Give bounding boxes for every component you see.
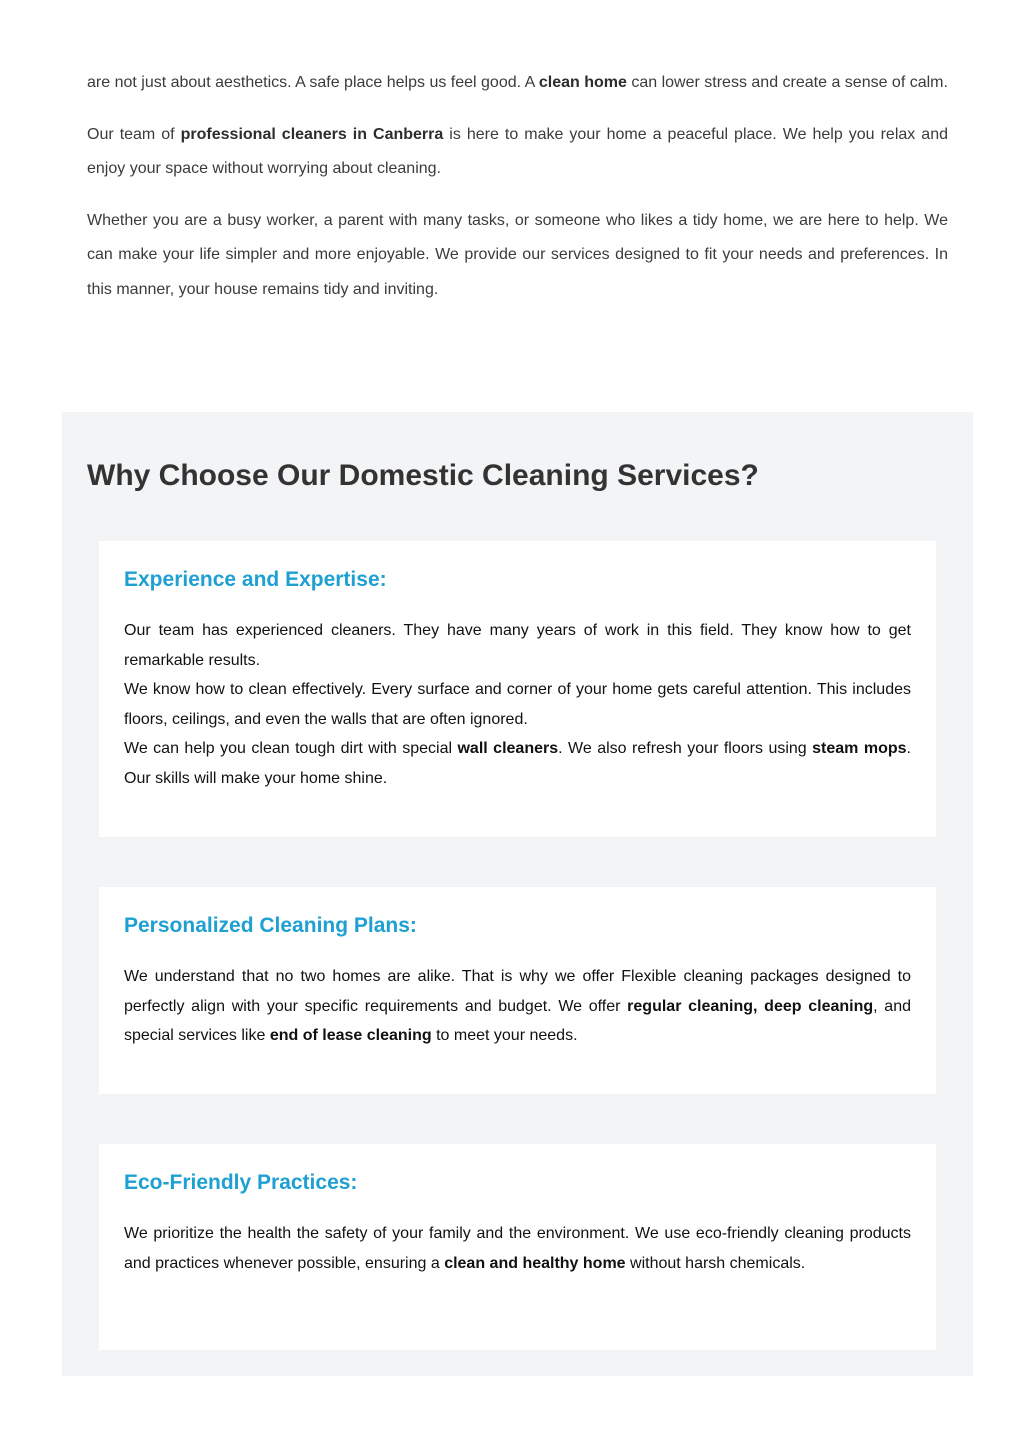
bold-regular-deep-cleaning: regular cleaning, deep cleaning: [627, 997, 874, 1015]
bold-clean-healthy-home: clean and healthy home: [444, 1254, 626, 1272]
card-body: [124, 1219, 911, 1278]
card-experience: [99, 541, 936, 837]
bold-end-of-lease-cleaning: end of lease cleaning: [269, 1027, 432, 1045]
card-personalized: [99, 887, 936, 1094]
intro-paragraph-1: are not just about aesthetics. A safe place helps us feel good. A clean home can lower stress and create a sense of calm.: [87, 74, 948, 91]
intro-text: [87, 66, 948, 324]
bold-steam-mops: steam mops: [812, 740, 907, 758]
card-line: Our team has experienced cleaners. They have many years of work in this field. They know how to get remarkable results.: [124, 622, 911, 669]
card-heading: Eco-Friendly Practices:: [124, 1171, 358, 1194]
intro-paragraph-2: Our team of professional cleaners in Canberra is here to make your home a peaceful place. We help you relax and enjoy your space without worrying about cleaning.: [87, 125, 948, 177]
card-line: We prioritize the health the safety of your family and the environment. We use eco-friendly cleaning products and practices whenever possible, ensuring a clean and healthy home without harsh chemicals.: [124, 1225, 911, 1272]
card-body: [124, 962, 911, 1051]
intro-paragraph-3: Whether you are a busy worker, a parent with many tasks, or someone who likes a tidy home, we are here to help. We can make your life simpler and more enjoyable. We provide our services designed to fit your needs and preferences. In this manner, your house remains tidy and inviting.: [87, 211, 948, 298]
bold-wall-cleaners: wall cleaners: [457, 740, 559, 758]
card-line: We can help you clean tough dirt with special wall cleaners. We also refresh your floors using steam mops. Our skills will make your home shine.: [124, 740, 911, 787]
why-choose-section: [62, 412, 973, 1376]
bold-professional-cleaners: professional cleaners in Canberra: [180, 125, 444, 143]
card-body: [124, 616, 911, 794]
card-line: We know how to clean effectively. Every surface and corner of your home gets careful attention. This includes floors, ceilings, and even the walls that are often ignored.: [124, 681, 911, 728]
section-title: Why Choose Our Domestic Cleaning Services?: [87, 459, 759, 492]
card-heading: Experience and Expertise:: [124, 568, 387, 591]
card-line: We understand that no two homes are alike. That is why we offer Flexible cleaning packages designed to perfectly align with your specific requirements and budget. We offer regular cleaning, deep cleaning, and special services like end of lease cleaning to meet your needs.: [124, 968, 911, 1045]
bold-clean-home: clean home: [538, 74, 627, 91]
card-heading: Personalized Cleaning Plans:: [124, 914, 417, 937]
card-eco-friendly: [99, 1144, 936, 1350]
